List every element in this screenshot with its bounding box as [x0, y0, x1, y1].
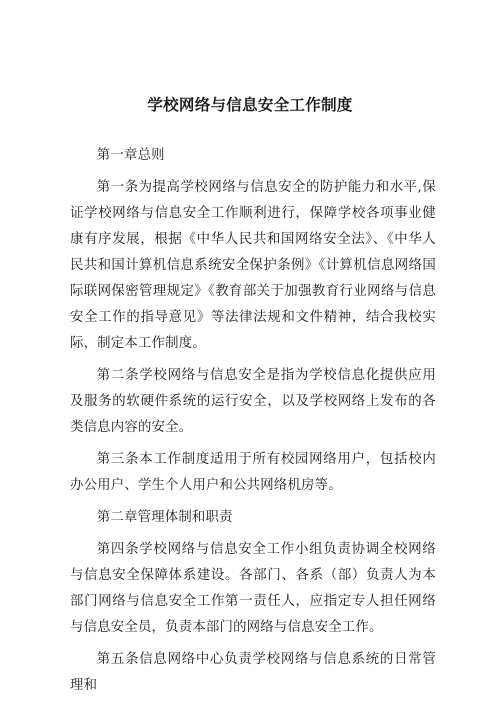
document-title: 学校网络与信息安全工作制度 — [147, 96, 353, 114]
article-paragraph: 第三条本工作制度适用于所有校园网络用户，包括校内办公用户、学生个人用户和公共网络机房等。 — [70, 452, 436, 493]
article-paragraph: 第四条学校网络与信息安全工作小组负责协调全校网络与信息安全保障体系建设。各部门、各系（部）负责人为本部门网络与信息安全工作第一责任人，应指定专人担任网络与信息安全员，负责本部门的网络与信息安全工作。 — [70, 542, 436, 635]
article-paragraph: 第五条信息网络中心负责学校网络与信息系统的日常管理和 — [70, 652, 436, 693]
article-paragraph: 第二条学校网络与信息安全是指为学校信息化提供应用及服务的软硬件系统的运行安全，以及学校网络上发布的各类信息内容的安全。 — [70, 368, 436, 435]
chapter-heading: 第一章总则 — [96, 148, 165, 163]
chapter-heading: 第二章管理体制和职责 — [96, 510, 233, 525]
article-paragraph: 第一条为提高学校网络与信息安全的防护能力和水平,保证学校网络与信息安全工作顺利进行，保障学校各项事业健康有序发展，根据《中华人民共和国网络安全法》、《中华人民共和国计算机信息系统安全保护条例》《计算机信息网络国际联网保密管理规定》《教育部关于加强教育行业网络与信息安全工作的指导意见》等法律法规和文件精神，结合我校实际，制定本工作制度。 — [70, 180, 436, 351]
document-body — [70, 143, 436, 699]
